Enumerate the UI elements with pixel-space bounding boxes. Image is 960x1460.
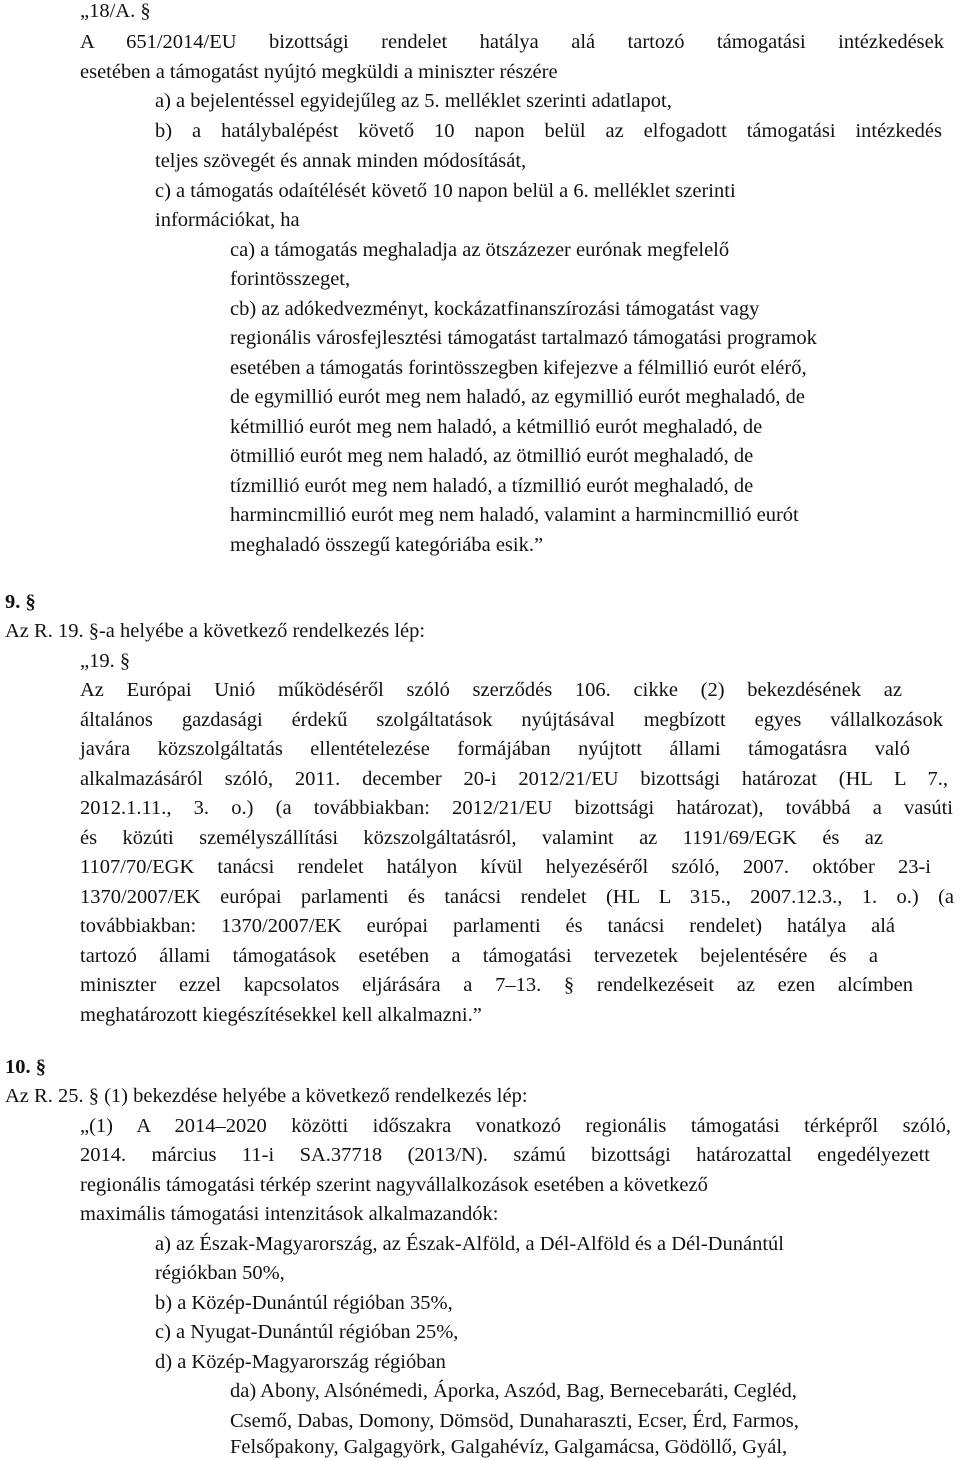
section-9-line: meghatározott kiegészítésekkel kell alkalmazni.”: [80, 1004, 482, 1026]
section-9-line: továbbiakban: 1370/2007/EK európai parlamenti és tanácsi rendelet) hatálya alá: [80, 915, 895, 937]
section-18a-line: a) a bejelentéssel egyidejűleg az 5. melléklet szerinti adatlapot,: [155, 90, 672, 112]
section-9-line: tartozó állami támogatások esetében a támogatási tervezetek bejelentésére és a: [80, 945, 878, 967]
section-18a-subitem-line: ötmillió eurót meg nem haladó, az ötmillió eurót meghaladó, de: [230, 445, 754, 467]
section-10-line: maximális támogatási intenzitások alkalmazandók:: [80, 1203, 499, 1225]
section-9-line: Az Európai Unió működéséről szóló szerződés 106. cikke (2) bekezdésének az: [80, 679, 902, 701]
section-10-item: b) a Közép-Dunántúl régióban 35%,: [155, 1292, 453, 1314]
section-10-subitem: da) Abony, Alsónémedi, Áporka, Aszód, Bag, Bernecebaráti, Cegléd,: [230, 1380, 797, 1402]
section-10-intro: Az R. 25. § (1) bekezdése helyébe a következő rendelkezés lép:: [5, 1085, 528, 1107]
section-10-heading: 10. §: [5, 1056, 46, 1078]
section-9-quote-heading: „19. §: [80, 650, 131, 672]
section-9-line: általános gazdasági érdekű szolgáltatások nyújtásával megbízott egyes vállalkozások: [80, 709, 943, 731]
section-18a-subitem-line: ca) a támogatás meghaladja az ötszázezer eurónak megfelelő: [230, 239, 730, 261]
section-9-line: és közúti személyszállítási közszolgáltatásról, valamint az 1191/69/EGK és az: [80, 827, 883, 849]
section-18a-line: A 651/2014/EU bizottsági rendelet hatálya alá tartozó támogatási intézkedések: [80, 31, 944, 53]
section-10-line: „(1) A 2014–2020 közötti időszakra vonatkozó regionális támogatási térképről szóló,: [80, 1115, 951, 1137]
section-18a-line: c) a támogatás odaítélését követő 10 napon belül a 6. melléklet szerinti: [155, 180, 736, 202]
section-9-line: 1370/2007/EK európai parlamenti és tanácsi rendelet (HL L 315., 2007.12.3., 1. o.) (a: [80, 886, 954, 908]
section-9-line: 1107/70/EGK tanácsi rendelet hatályon kívül helyezéséről szóló, 2007. október 23-i: [80, 856, 931, 878]
section-10-subitem: Felsőpakony, Galgagyörk, Galgahévíz, Galgamácsa, Gödöllő, Gyál,: [230, 1436, 788, 1458]
section-9-line: miniszter ezzel kapcsolatos eljárására a 7–13. § rendelkezéseit az ezen alcímben: [80, 974, 913, 996]
section-18a-line: információkat, ha: [155, 209, 300, 231]
section-18a-subitem-line: tízmillió eurót meg nem haladó, a tízmillió eurót meghaladó, de: [230, 475, 754, 497]
section-18a-line: esetében a támogatást nyújtó megküldi a miniszter részére: [80, 61, 558, 83]
section-18a-subitem-line: esetében a támogatás forintösszegben kifejezve a félmillió eurót elérő,: [230, 357, 807, 379]
section-18a-line: b) a hatálybalépést követő 10 napon belül az elfogadott támogatási intézkedés: [155, 120, 942, 142]
section-9-line: alkalmazásáról szóló, 2011. december 20-i 2012/21/EU bizottsági határozat (HL L 7.,: [80, 768, 948, 790]
section-18a-subitem-line: de egymillió eurót meg nem haladó, az egymillió eurót meghaladó, de: [230, 386, 805, 408]
section-18a-subitem-line: regionális városfejlesztési támogatást tartalmazó támogatási programok: [230, 327, 817, 349]
section-10-item: a) az Észak-Magyarország, az Észak-Alföld, a Dél-Alföld és a Dél-Dunántúl: [155, 1233, 784, 1255]
section-9-line: javára közszolgáltatás ellentételezése formájában nyújtott állami támogatásra való: [80, 738, 910, 760]
section-18a-heading: „18/A. §: [80, 0, 151, 22]
section-10-line: regionális támogatási térkép szerint nagyvállalkozások esetében a következő: [80, 1174, 708, 1196]
section-10-line: 2014. március 11-i SA.37718 (2013/N). számú bizottsági határozattal engedélyezett: [80, 1144, 930, 1166]
section-9-line: 2012.1.11., 3. o.) (a továbbiakban: 2012/21/EU bizottsági határozat), továbbá a vasúti: [80, 797, 953, 819]
section-18a-subitem-line: meghaladó összegű kategóriába esik.”: [230, 534, 544, 556]
section-10-item: d) a Közép-Magyarország régióban: [155, 1351, 446, 1373]
section-18a-subitem-line: kétmillió eurót meg nem haladó, a kétmillió eurót meghaladó, de: [230, 416, 763, 438]
section-18a-line: teljes szövegét és annak minden módosítását,: [155, 150, 527, 172]
section-10-item: c) a Nyugat-Dunántúl régióban 25%,: [155, 1321, 459, 1343]
section-9-heading: 9. §: [5, 591, 36, 613]
section-18a-subitem-line: cb) az adókedvezményt, kockázatfinanszírozási támogatást vagy: [230, 298, 760, 320]
section-10-item: régiókban 50%,: [155, 1262, 285, 1284]
section-18a-subitem-line: forintösszeget,: [230, 268, 351, 290]
section-9-intro: Az R. 19. §-a helyébe a következő rendelkezés lép:: [5, 620, 426, 642]
section-10-subitem: Csemő, Dabas, Domony, Dömsöd, Dunaharaszti, Ecser, Érd, Farmos,: [230, 1410, 799, 1432]
section-18a-subitem-line: harmincmillió eurót meg nem haladó, valamint a harmincmillió eurót: [230, 504, 799, 526]
